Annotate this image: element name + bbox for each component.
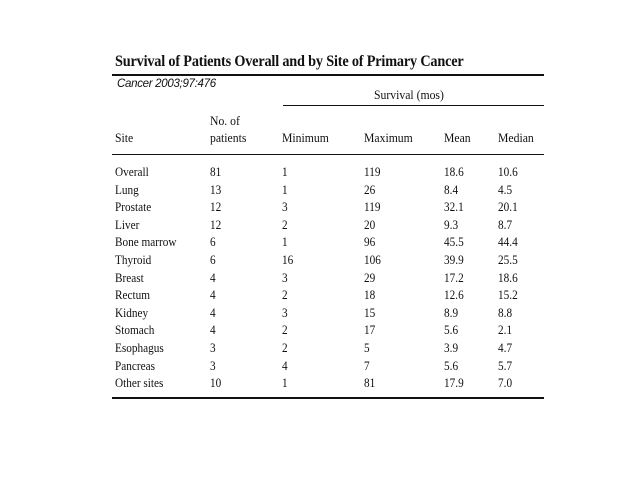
cell-site: Stomach bbox=[115, 323, 155, 338]
table-row bbox=[112, 358, 544, 376]
table-body bbox=[112, 155, 544, 397]
cell-median: 10.6 bbox=[498, 165, 518, 179]
table-row bbox=[112, 340, 544, 358]
cell-minimum: 16 bbox=[282, 252, 294, 267]
cell-patients: 12 bbox=[210, 217, 222, 232]
survival-table-document bbox=[112, 50, 544, 399]
cell-site: Other sites bbox=[115, 376, 164, 391]
cell-median: 18.6 bbox=[498, 270, 518, 285]
cell-mean: 9.3 bbox=[444, 217, 459, 232]
column-header-site: Site bbox=[115, 130, 134, 145]
cell-minimum: 2 bbox=[282, 217, 288, 232]
cell-mean: 5.6 bbox=[444, 323, 459, 338]
cell-minimum: 3 bbox=[282, 200, 288, 215]
cell-minimum: 1 bbox=[282, 165, 288, 179]
cell-site: Liver bbox=[115, 217, 140, 232]
cell-patients: 3 bbox=[210, 358, 216, 373]
column-header-median: Median bbox=[498, 130, 534, 145]
cell-site: Pancreas bbox=[115, 358, 155, 373]
cell-site: Prostate bbox=[115, 200, 152, 215]
cell-site: Bone marrow bbox=[115, 235, 177, 250]
cell-site: Kidney bbox=[115, 305, 149, 320]
table-row bbox=[112, 252, 544, 270]
cell-median: 44.4 bbox=[498, 235, 518, 250]
cell-patients: 81 bbox=[210, 165, 222, 179]
cell-mean: 8.9 bbox=[444, 305, 459, 320]
cell-median: 20.1 bbox=[498, 200, 518, 215]
cell-patients: 4 bbox=[210, 323, 216, 338]
cell-minimum: 4 bbox=[282, 358, 288, 373]
survival-group-rule bbox=[283, 105, 544, 106]
cell-mean: 45.5 bbox=[444, 235, 464, 250]
cell-mean: 3.9 bbox=[444, 340, 459, 355]
survival-table bbox=[112, 106, 544, 397]
cell-maximum: 81 bbox=[364, 376, 376, 391]
cell-median: 7.0 bbox=[498, 376, 513, 391]
cell-maximum: 15 bbox=[364, 305, 376, 320]
column-header-maximum: Maximum bbox=[364, 130, 413, 145]
cell-median: 25.5 bbox=[498, 252, 518, 267]
column-header-patients: No. of patients bbox=[210, 113, 247, 145]
cell-mean: 32.1 bbox=[444, 200, 464, 215]
cell-minimum: 1 bbox=[282, 182, 288, 197]
cell-patients: 6 bbox=[210, 252, 216, 267]
cell-maximum: 17 bbox=[364, 323, 376, 338]
table-row bbox=[112, 375, 544, 397]
cell-median: 2.1 bbox=[498, 323, 513, 338]
cell-patients: 6 bbox=[210, 235, 216, 250]
cell-maximum: 29 bbox=[364, 270, 376, 285]
cell-site: Overall bbox=[115, 165, 149, 179]
cell-mean: 12.6 bbox=[444, 288, 464, 303]
table-row bbox=[112, 199, 544, 217]
cell-patients: 4 bbox=[210, 288, 216, 303]
cell-minimum: 2 bbox=[282, 340, 288, 355]
citation-row bbox=[112, 76, 544, 106]
cell-patients: 10 bbox=[210, 376, 222, 391]
cell-maximum: 119 bbox=[364, 200, 381, 215]
cell-mean: 17.9 bbox=[444, 376, 464, 391]
cell-median: 8.8 bbox=[498, 305, 513, 320]
cell-median: 4.5 bbox=[498, 182, 513, 197]
cell-median: 4.7 bbox=[498, 340, 513, 355]
cell-site: Thyroid bbox=[115, 252, 152, 267]
table-row bbox=[112, 155, 544, 182]
table-row bbox=[112, 322, 544, 340]
column-header-minimum: Minimum bbox=[282, 130, 329, 145]
cell-maximum: 20 bbox=[364, 217, 376, 232]
cell-patients: 3 bbox=[210, 340, 216, 355]
cell-mean: 17.2 bbox=[444, 270, 464, 285]
header-row bbox=[112, 106, 544, 154]
bottom-rule bbox=[112, 397, 544, 399]
table-row bbox=[112, 305, 544, 323]
cell-minimum: 2 bbox=[282, 288, 288, 303]
cell-maximum: 18 bbox=[364, 288, 376, 303]
cell-mean: 39.9 bbox=[444, 252, 464, 267]
cell-site: Breast bbox=[115, 270, 144, 285]
cell-mean: 18.6 bbox=[444, 165, 464, 179]
cell-mean: 8.4 bbox=[444, 182, 459, 197]
cell-maximum: 7 bbox=[364, 358, 370, 373]
cell-mean: 5.6 bbox=[444, 358, 459, 373]
column-header-mean: Mean bbox=[444, 130, 471, 145]
cell-minimum: 3 bbox=[282, 270, 288, 285]
cell-site: Rectum bbox=[115, 288, 151, 303]
table-row bbox=[112, 182, 544, 200]
cell-maximum: 119 bbox=[364, 165, 381, 179]
cell-minimum: 1 bbox=[282, 376, 288, 391]
cell-maximum: 5 bbox=[364, 340, 370, 355]
survival-group-header: Survival (mos) bbox=[374, 87, 444, 102]
cell-site: Esophagus bbox=[115, 340, 164, 355]
table-row bbox=[112, 234, 544, 252]
cell-site: Lung bbox=[115, 182, 139, 197]
cell-minimum: 2 bbox=[282, 323, 288, 338]
cell-patients: 12 bbox=[210, 200, 222, 215]
table-row bbox=[112, 270, 544, 288]
cell-patients: 4 bbox=[210, 270, 216, 285]
cell-minimum: 3 bbox=[282, 305, 288, 320]
table-title: Survival of Patients Overall and by Site of Primary Cancer bbox=[115, 53, 464, 70]
cell-median: 8.7 bbox=[498, 217, 513, 232]
cell-patients: 4 bbox=[210, 305, 216, 320]
cell-patients: 13 bbox=[210, 182, 222, 197]
table-row bbox=[112, 287, 544, 305]
citation: Cancer 2003;97:476 bbox=[117, 78, 216, 90]
cell-maximum: 106 bbox=[364, 252, 381, 267]
cell-maximum: 26 bbox=[364, 182, 376, 197]
cell-median: 15.2 bbox=[498, 288, 518, 303]
cell-median: 5.7 bbox=[498, 358, 513, 373]
cell-maximum: 96 bbox=[364, 235, 376, 250]
table-row bbox=[112, 217, 544, 235]
cell-minimum: 1 bbox=[282, 235, 288, 250]
